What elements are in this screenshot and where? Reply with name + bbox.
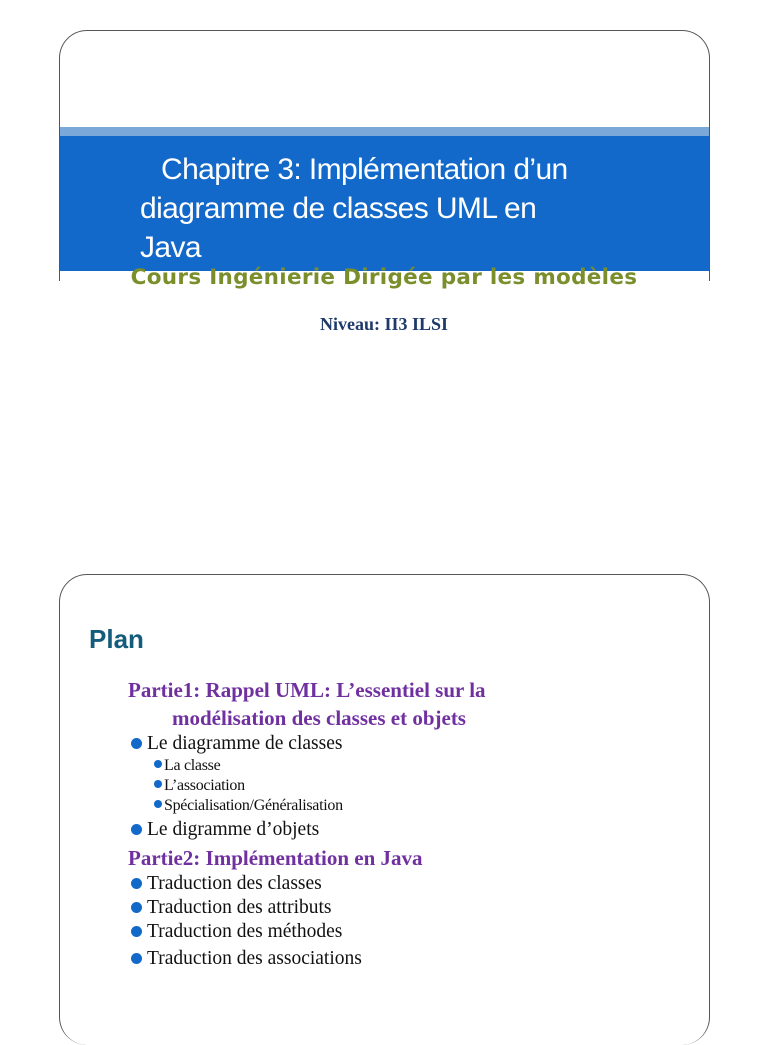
title-band — [60, 136, 709, 271]
sub-list-item-label: L’association — [164, 777, 245, 794]
bullet-icon — [154, 760, 162, 768]
sub-list — [152, 756, 608, 816]
plan-slide — [59, 574, 710, 1045]
list-item-label: Le digramme d’objets — [147, 819, 320, 840]
list-item — [128, 732, 608, 756]
sub-list-item — [152, 756, 608, 776]
part1-title-line: modélisation des classes et objets — [172, 706, 466, 730]
list-item-label: Le diagramme de classes — [147, 733, 343, 754]
chapter-title-line: Chapitre 3: Implémentation d’un — [161, 153, 568, 186]
plan-title: Plan — [89, 624, 144, 654]
chapter-title — [140, 150, 660, 267]
part1-list — [128, 732, 608, 842]
bullet-icon — [131, 738, 142, 749]
level-label: Niveau: II3 ILSI — [319, 314, 449, 334]
bullet-icon — [154, 780, 162, 788]
part2-list — [128, 872, 608, 971]
bullet-icon — [131, 878, 142, 889]
list-item — [128, 818, 608, 842]
list-item-label: Traduction des attributs — [147, 897, 332, 918]
bullet-icon — [131, 824, 142, 835]
list-item-label: Traduction des classes — [147, 873, 322, 894]
list-item-label: Traduction des associations — [147, 948, 362, 969]
chapter-title-line: diagramme de classes UML en — [140, 192, 537, 225]
part2-title: Partie2: Implémentation en Java — [128, 846, 423, 870]
bullet-icon — [131, 953, 142, 964]
part1-title-line: Partie1: Rappel UML: L’essentiel sur la — [128, 678, 486, 702]
list-item-label: Traduction des méthodes — [147, 921, 343, 942]
sub-list-item — [152, 776, 608, 796]
list-item — [128, 872, 608, 896]
course-subtitle: Cours Ingénierie Dirigée par les modèles — [130, 265, 638, 290]
part1-title — [128, 676, 598, 732]
bullet-icon — [154, 800, 162, 808]
title-accent-stripe — [60, 127, 709, 136]
list-item — [128, 920, 608, 944]
bullet-icon — [131, 902, 142, 913]
list-item — [128, 947, 608, 971]
bullet-icon — [131, 926, 142, 937]
chapter-title-line: Java — [140, 231, 201, 264]
sub-list-item — [152, 796, 608, 816]
sub-list-item-label: La classe — [164, 757, 221, 774]
sub-list-container — [128, 756, 608, 816]
title-slide — [59, 30, 710, 281]
list-item — [128, 896, 608, 920]
sub-list-item-label: Spécialisation/Généralisation — [164, 797, 343, 814]
